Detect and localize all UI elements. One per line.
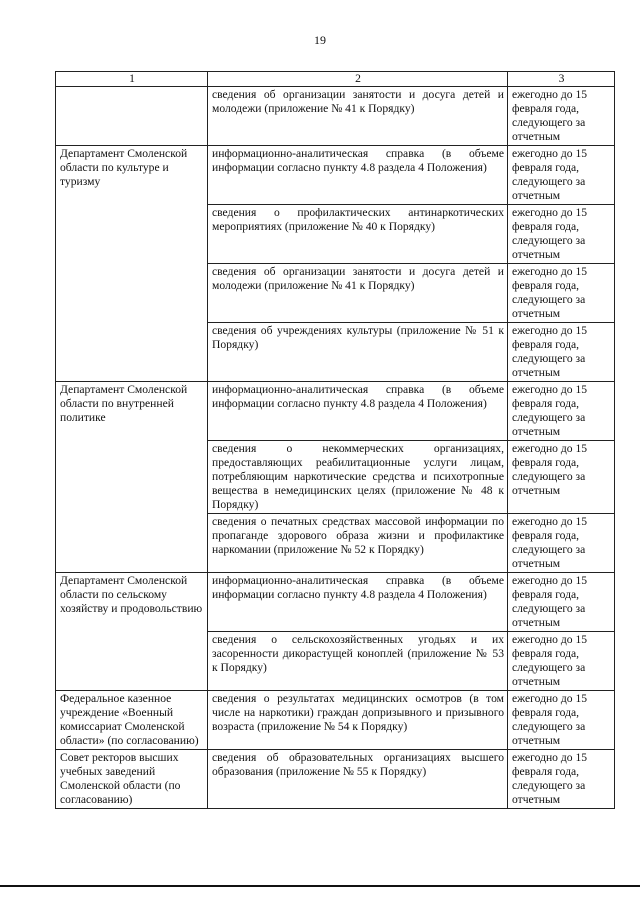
header-col-1: 1 [56,72,208,87]
table-row [56,382,615,441]
information-cell: сведения о некоммерческих организациях, предоставляющих реабилитационные услуги лицам, потребляющим наркотические средства и психотропные вещества в немедицинских целях (приложение № 48 к Порядку) [208,441,508,514]
deadline-text: ежегодно до 15 февраля года, следующего за отчетным [512,88,588,143]
information-cell: сведения об организации занятости и досуга детей и молодежи (приложение № 41 к Порядку) [208,87,508,146]
table-row [56,146,615,205]
header-col-3: 3 [508,72,615,87]
information-cell: сведения об организации занятости и досуга детей и молодежи (приложение № 41 к Порядку) [208,264,508,323]
organization-cell: Департамент Смоленской области по культуре и туризму [56,146,208,382]
deadline-text: ежегодно до 15 февраля года, следующего за отчетным [512,324,588,379]
deadline-cell [508,146,615,205]
deadline-cell [508,323,615,382]
deadline-cell [508,632,615,691]
organization-cell: Федеральное казенное учреждение «Военный комиссариат Смоленской области» (по согласованию) [56,691,208,750]
organization-cell: Департамент Смоленской области по внутренней политике [56,382,208,573]
table-row [56,87,615,146]
table-row [56,573,615,632]
page-number: 19 [314,33,326,47]
deadline-cell [508,441,615,514]
organization-cell: Совет ректоров высших учебных заведений Смоленской области (по согласованию) [56,750,208,809]
organization-cell: Департамент Смоленской области по сельскому хозяйству и продовольствию [56,573,208,691]
header-col-2: 2 [208,72,508,87]
deadline-text: ежегодно до 15 февраля года, следующего за отчетным [512,265,588,320]
table-row [56,691,615,750]
information-cell: информационно-аналитическая справка (в объеме информации согласно пункту 4.8 раздела 4 Положения) [208,382,508,441]
bottom-rule [0,885,640,887]
deadline-text: ежегодно до 15 февраля года, следующего за отчетным [512,574,588,629]
table-header-row [56,72,615,87]
organization-cell [56,87,208,146]
deadline-text: ежегодно до 15 февраля года, следующего за отчетным [512,206,588,261]
information-cell: сведения о профилактических антинаркотических мероприятиях (приложение № 40 к Порядку) [208,205,508,264]
deadline-cell [508,205,615,264]
deadline-text: ежегодно до 15 февраля года, следующего за отчетным [512,147,588,202]
information-cell: сведения о результатах медицинских осмотров (в том числе на наркотики) граждан допризывного и призывного возраста (приложение № 54 к Порядку) [208,691,508,750]
deadline-cell [508,573,615,632]
deadline-cell [508,382,615,441]
table-row [56,750,615,809]
information-cell: сведения о сельскохозяйственных угодьях и их засоренности дикорастущей коноплей (приложение № 53 к Порядку) [208,632,508,691]
information-cell: сведения о печатных средствах массовой информации по пропаганде здорового образа жизни и профилактике наркомании (приложение № 52 к Порядку) [208,514,508,573]
information-cell: информационно-аналитическая справка (в объеме информации согласно пункту 4.8 раздела 4 Положения) [208,573,508,632]
deadline-text: ежегодно до 15 февраля года, следующего за отчетным [512,633,588,688]
deadline-text: ежегодно до 15 февраля года, следующего за отчетным [512,442,588,497]
document-table [55,71,615,809]
deadline-cell [508,87,615,146]
deadline-cell [508,750,615,809]
deadline-text: ежегодно до 15 февраля года, следующего за отчетным [512,751,588,806]
deadline-cell [508,264,615,323]
deadline-cell [508,514,615,573]
deadline-cell [508,691,615,750]
information-cell: информационно-аналитическая справка (в объеме информации согласно пункту 4.8 раздела 4 Положения) [208,146,508,205]
deadline-text: ежегодно до 15 февраля года, следующего за отчетным [512,692,588,747]
information-cell: сведения об учреждениях культуры (приложение № 51 к Порядку) [208,323,508,382]
deadline-text: ежегодно до 15 февраля года, следующего за отчетным [512,515,588,570]
information-cell: сведения об образовательных организациях высшего образования (приложение № 55 к Порядку) [208,750,508,809]
deadline-text: ежегодно до 15 февраля года, следующего за отчетным [512,383,588,438]
